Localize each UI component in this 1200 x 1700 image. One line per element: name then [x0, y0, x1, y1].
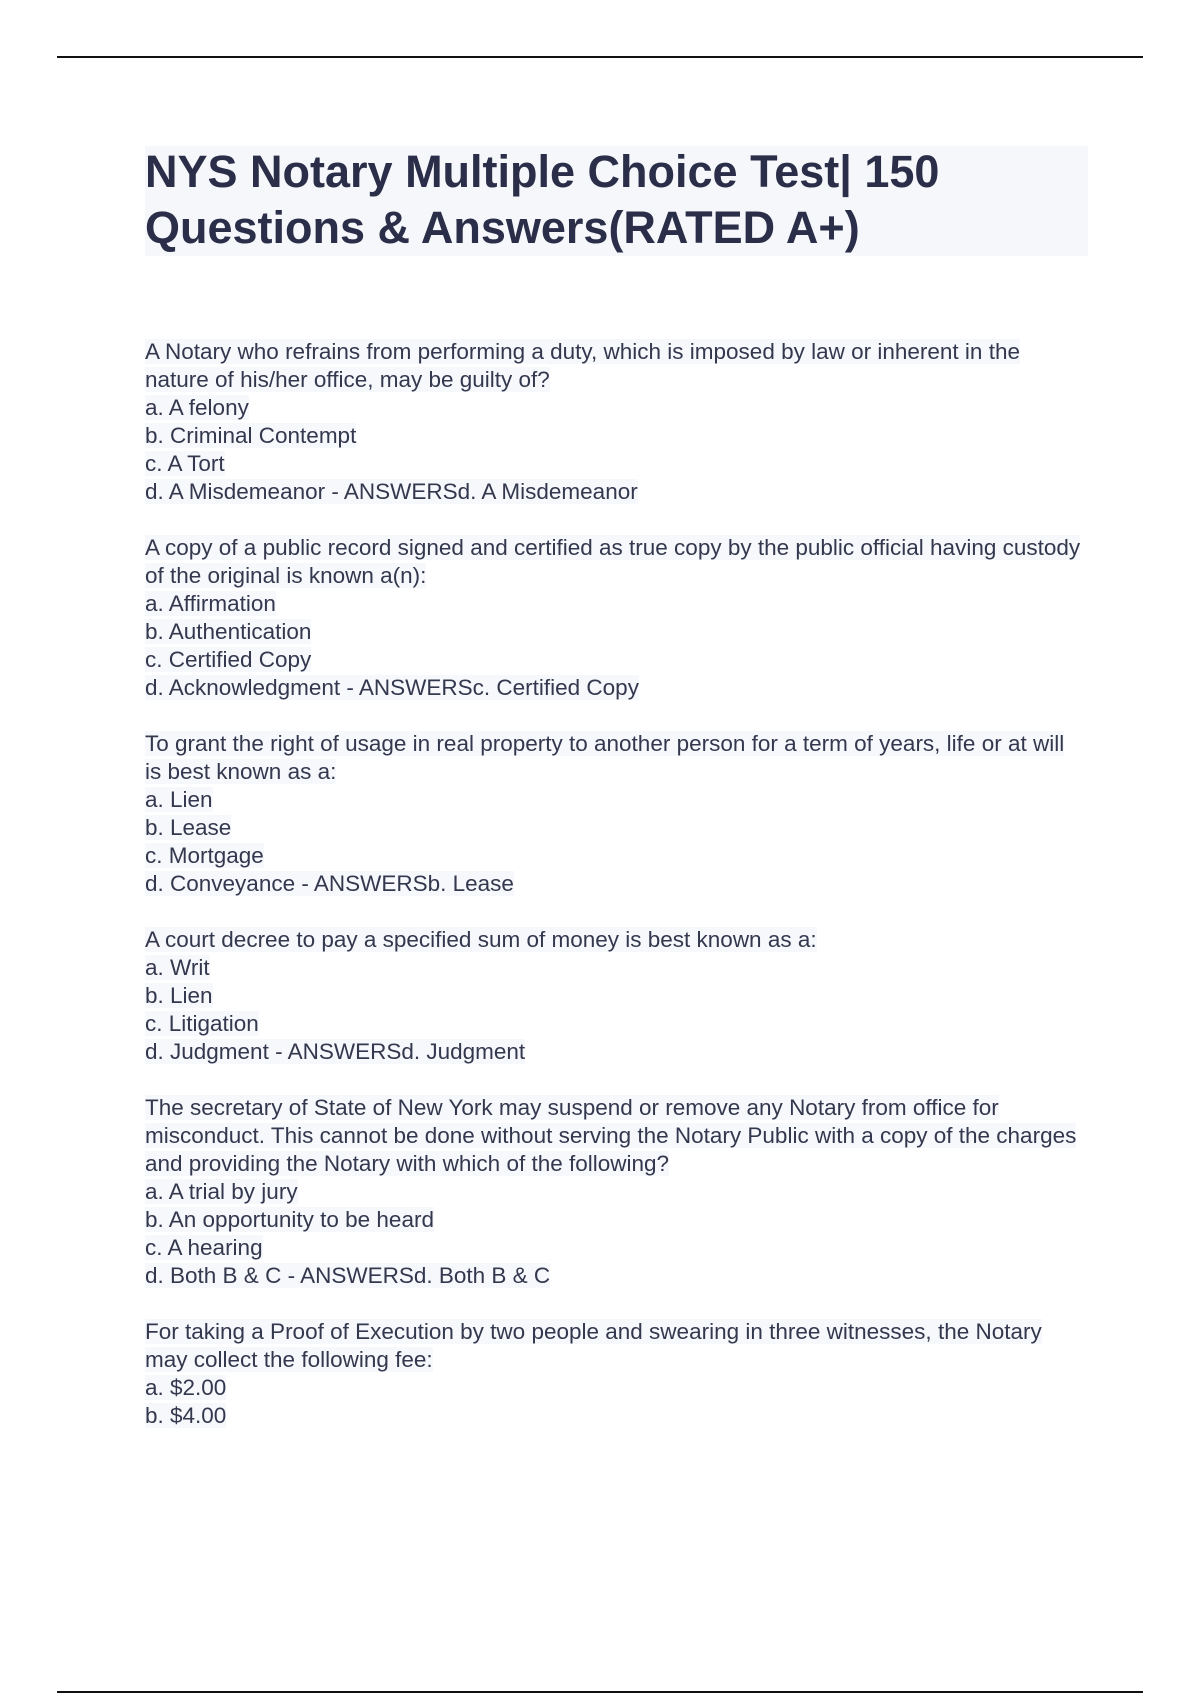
question-text: The secretary of State of New York may suspend or remove any Notary from office for misconduct. This cannot be done without serving the Notary Public with a copy of the charges and providing the Notary with which of the following? — [145, 1095, 1077, 1176]
answer-option: d. Acknowledgment - ANSWERSc. Certified Copy — [145, 675, 639, 700]
answer-option: a. Affirmation — [145, 591, 276, 616]
answer-option: c. Certified Copy — [145, 647, 312, 672]
question-text: To grant the right of usage in real property to another person for a term of years, life or at will is best known as a: — [145, 731, 1065, 784]
answer-option: b. $4.00 — [145, 1403, 227, 1428]
title-block — [145, 146, 1088, 256]
answer-option: b. Lease — [145, 815, 232, 840]
answer-option: a. Writ — [145, 955, 210, 980]
answer-option: d. A Misdemeanor - ANSWERSd. A Misdemeanor — [145, 479, 638, 504]
question-text: A court decree to pay a specified sum of money is best known as a: — [145, 927, 817, 952]
question-item — [145, 926, 1085, 1066]
answer-option: c. A Tort — [145, 451, 225, 476]
header-rule — [57, 56, 1143, 58]
answer-option: c. A hearing — [145, 1235, 263, 1260]
question-text: A copy of a public record signed and certified as true copy by the public official having custody of the original is known a(n): — [145, 535, 1081, 588]
answer-option: b. An opportunity to be heard — [145, 1207, 434, 1232]
answer-option: a. A felony — [145, 395, 249, 420]
footer-rule — [57, 1691, 1143, 1693]
answer-option: c. Mortgage — [145, 843, 264, 868]
answer-option: a. A trial by jury — [145, 1179, 298, 1204]
question-text: A Notary who refrains from performing a duty, which is imposed by law or inherent in the nature of his/her office, may be guilty of? — [145, 339, 1020, 392]
question-item — [145, 338, 1085, 506]
document-title: NYS Notary Multiple Choice Test| 150 Questions & Answers(RATED A+) — [145, 146, 940, 253]
answer-option: c. Litigation — [145, 1011, 259, 1036]
answer-option: d. Conveyance - ANSWERSb. Lease — [145, 871, 514, 896]
answer-option: b. Authentication — [145, 619, 312, 644]
question-item — [145, 730, 1085, 898]
answer-option: b. Lien — [145, 983, 213, 1008]
answer-option: d. Both B & C - ANSWERSd. Both B & C — [145, 1263, 551, 1288]
question-item — [145, 1318, 1085, 1430]
question-item — [145, 1094, 1085, 1290]
answer-option: b. Criminal Contempt — [145, 423, 357, 448]
answer-option: a. $2.00 — [145, 1375, 227, 1400]
question-item — [145, 534, 1085, 702]
answer-option: d. Judgment - ANSWERSd. Judgment — [145, 1039, 526, 1064]
question-text: For taking a Proof of Execution by two people and swearing in three witnesses, the Notary may collect the following fee: — [145, 1319, 1042, 1372]
answer-option: a. Lien — [145, 787, 213, 812]
questions-list — [145, 338, 1085, 1458]
